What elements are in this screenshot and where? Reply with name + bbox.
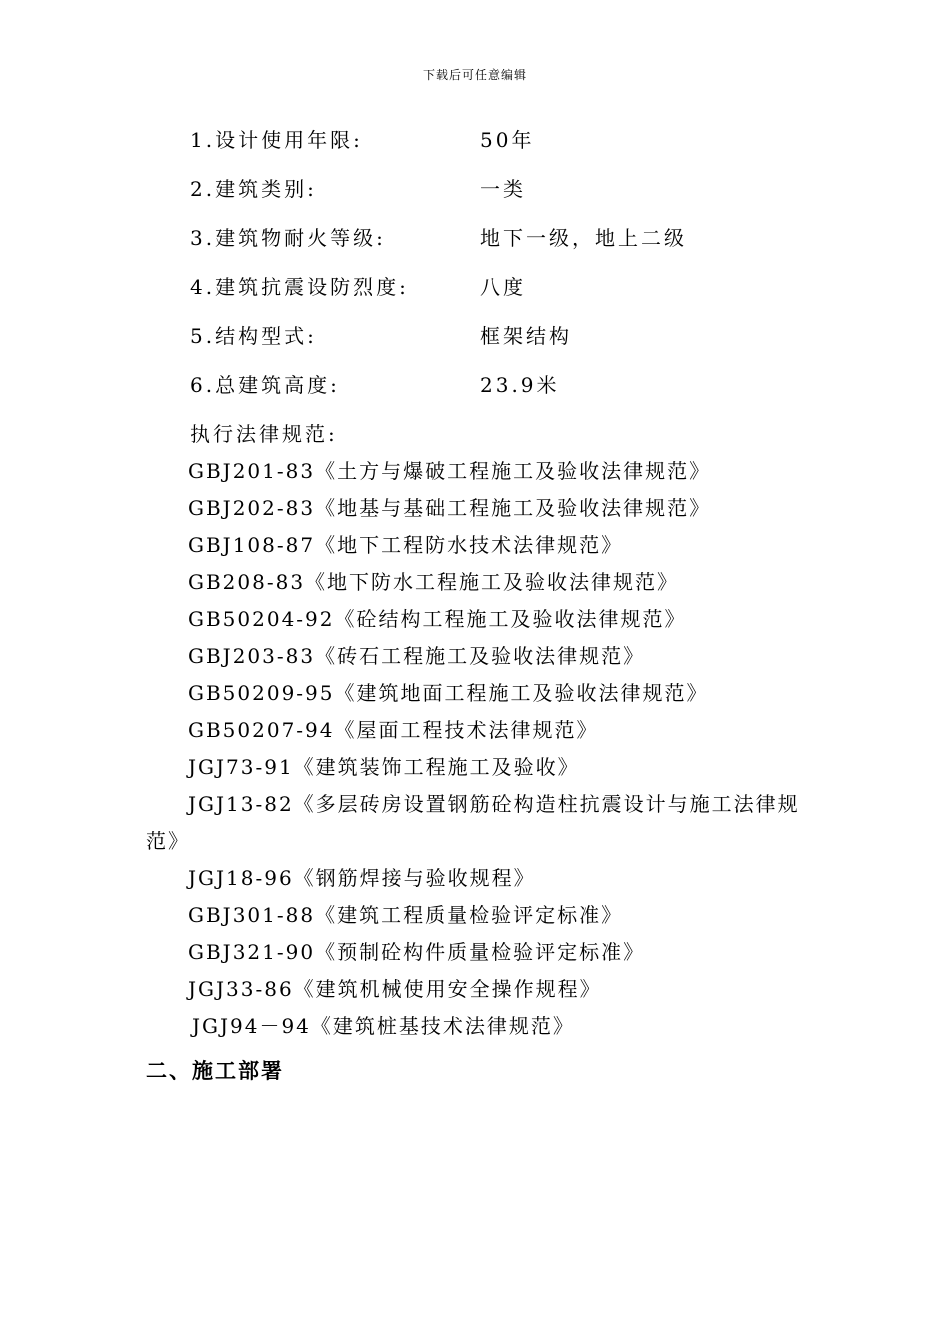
property-label: 4.建筑抗震设防烈度: (190, 275, 409, 299)
property-label: 2.建筑类别: (190, 177, 317, 201)
standard-item: GB50207-94《屋面工程技术法律规范》 (188, 718, 599, 742)
page-header: 下载后可任意编辑 (422, 68, 527, 82)
property-label: 1.设计使用年限: (190, 128, 363, 152)
property-label: 3.建筑物耐火等级: (190, 226, 386, 250)
property-value: 一类 (480, 177, 526, 201)
standard-item: GBJ301-88《建筑工程质量检验评定标准》 (188, 903, 624, 927)
section-title: 二、施工部署 (146, 1059, 284, 1083)
standard-item: JGJ33-86《建筑机械使用安全操作规程》 (188, 977, 602, 1001)
property-value: 框架结构 (480, 324, 572, 348)
standard-item: GB50209-95《建筑地面工程施工及验收法律规范》 (188, 681, 709, 705)
standard-item: GBJ203-83《砖石工程施工及验收法律规范》 (188, 644, 646, 668)
property-label: 6.总建筑高度: (190, 373, 340, 397)
property-value: 地下一级，地上二级 (480, 226, 687, 250)
standard-item-wrapped: JGJ13-82《多层砖房设置钢筋砼构造柱抗震设计与施工法律规范》 (146, 792, 800, 853)
standard-item: JGJ73-91《建筑装饰工程施工及验收》 (188, 755, 580, 779)
property-label: 5.结构型式: (190, 324, 317, 348)
standard-item: GB208-83《地下防水工程施工及验收法律规范》 (188, 570, 680, 594)
property-value: 50年 (480, 128, 535, 152)
standard-item: GBJ321-90《预制砼构件质量检验评定标准》 (188, 940, 646, 964)
property-value: 八度 (480, 275, 526, 299)
standard-item: GBJ108-87《地下工程防水技术法律规范》 (188, 533, 624, 557)
property-value: 23.9米 (480, 373, 560, 397)
standard-item: GBJ201-83《土方与爆破工程施工及验收法律规范》 (188, 459, 712, 483)
standard-item: GBJ202-83《地基与基础工程施工及验收法律规范》 (188, 496, 712, 520)
standard-item: JGJ94－94《建筑桩基技术法律规范》 (192, 1014, 575, 1038)
standard-item: JGJ18-96《钢筋焊接与验收规程》 (188, 866, 536, 890)
standards-heading: 执行法律规范: (190, 422, 338, 446)
standard-item: GB50204-92《砼结构工程施工及验收法律规范》 (188, 607, 687, 631)
